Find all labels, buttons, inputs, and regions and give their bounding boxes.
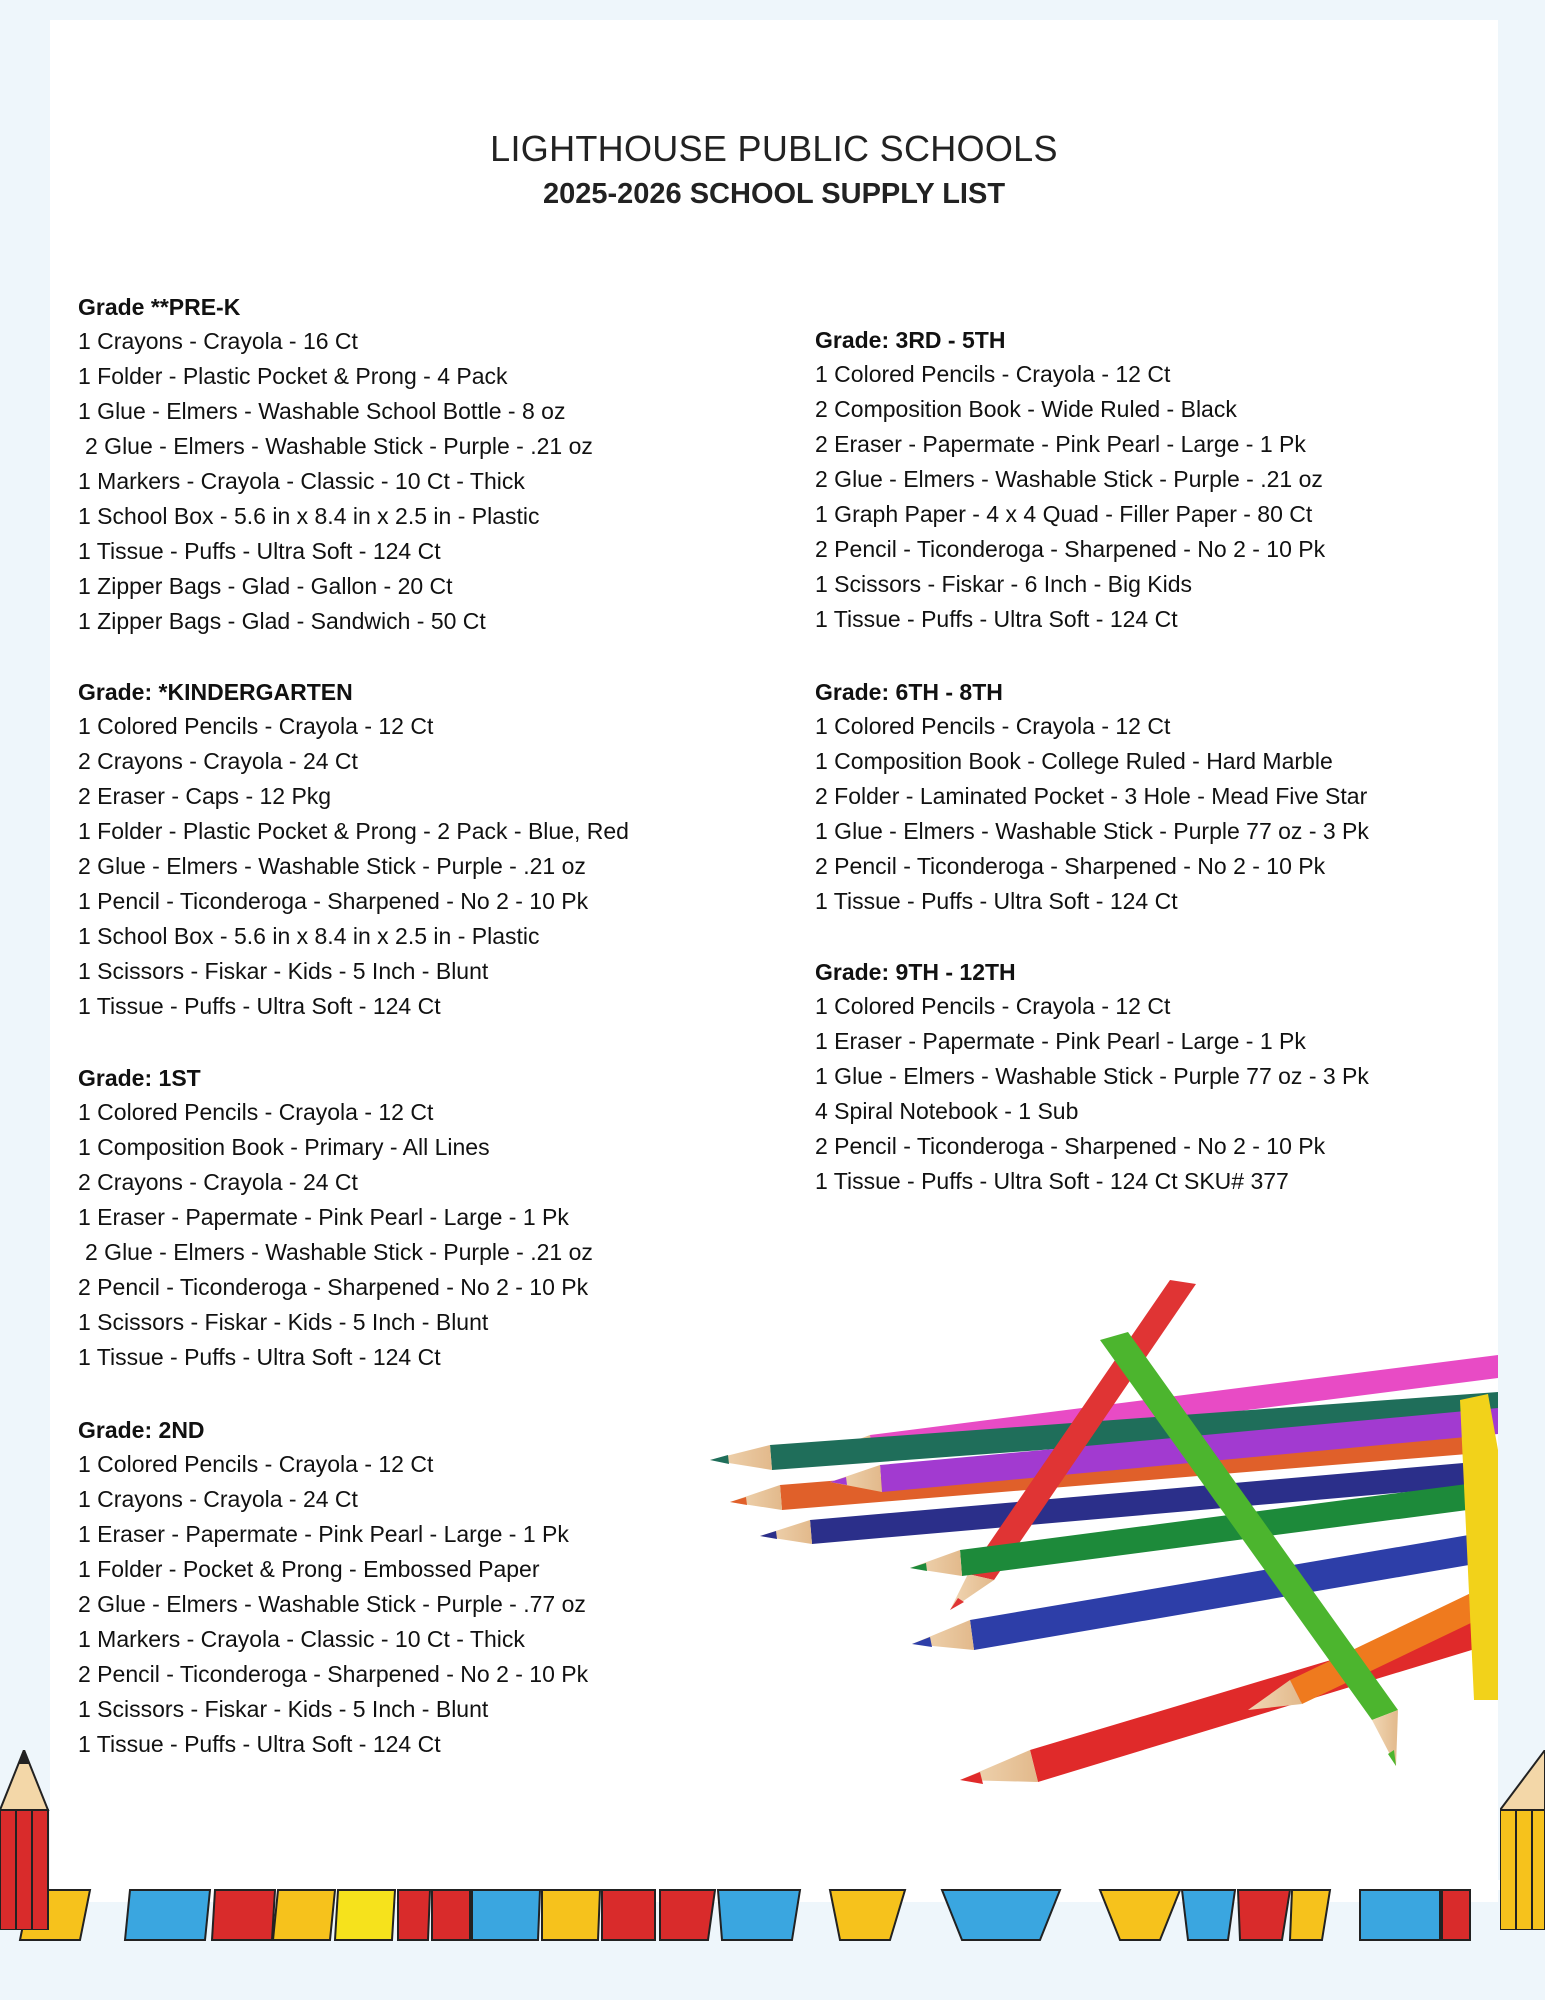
supply-item: 1 Tissue - Puffs - Ultra Soft - 124 Ct: [815, 606, 1178, 632]
supply-item: 4 Spiral Notebook - 1 Sub: [815, 1098, 1079, 1124]
supply-list: [78, 709, 629, 1024]
supply-item: 2 Pencil - Ticonderoga - Sharpened - No 2 - 10 Pk: [815, 853, 1326, 879]
grade-section-3rd-5th: [815, 323, 1325, 637]
supply-item: 2 Pencil - Ticonderoga - Sharpened - No 2 - 10 Pk: [78, 1661, 589, 1687]
supply-item: 1 Scissors - Fiskar - Kids - 5 Inch - Blunt: [78, 958, 489, 984]
supply-item: 2 Crayons - Crayola - 24 Ct: [78, 748, 358, 774]
supply-list: [78, 1095, 593, 1375]
supply-list: [815, 357, 1325, 637]
supply-item: 1 Scissors - Fiskar - 6 Inch - Big Kids: [815, 571, 1193, 597]
corner-pencil-right: [1500, 1750, 1545, 1930]
grade-heading: Grade: *KINDERGARTEN: [78, 679, 353, 705]
grade-heading: Grade: 3RD - 5TH: [815, 327, 1006, 353]
supply-item: 1 Crayons - Crayola - 24 Ct: [78, 1486, 358, 1512]
supply-item: 1 Eraser - Papermate - Pink Pearl - Large - 1 Pk: [78, 1521, 569, 1547]
supply-item: 2 Folder - Laminated Pocket - 3 Hole - Mead Five Star: [815, 783, 1368, 809]
supply-item: 1 Folder - Plastic Pocket & Prong - 2 Pack - Blue, Red: [78, 818, 629, 844]
grade-heading: Grade: 1ST: [78, 1065, 201, 1091]
supply-item: 1 School Box - 5.6 in x 8.4 in x 2.5 in - Plastic: [78, 503, 540, 529]
list-title: 2025-2026 SCHOOL SUPPLY LIST: [542, 178, 1006, 210]
supply-item: 1 Composition Book - Primary - All Lines: [78, 1134, 490, 1160]
grade-section-1st: [78, 1061, 593, 1375]
supply-item: 1 Folder - Pocket & Prong - Embossed Paper: [78, 1556, 540, 1582]
pencil-border-strip: [0, 1880, 1545, 2000]
supply-item: 1 Tissue - Puffs - Ultra Soft - 124 Ct: [78, 538, 441, 564]
grade-section-6th-8th: [815, 675, 1369, 919]
supply-item: 2 Eraser - Papermate - Pink Pearl - Large - 1 Pk: [815, 431, 1306, 457]
supply-item: 1 Colored Pencils - Crayola - 12 Ct: [815, 713, 1171, 739]
grade-heading: Grade: 6TH - 8TH: [815, 679, 1003, 705]
supply-item: 2 Pencil - Ticonderoga - Sharpened - No 2 - 10 Pk: [815, 1133, 1326, 1159]
supply-item: 1 Crayons - Crayola - 16 Ct: [78, 328, 358, 354]
supply-list: [78, 324, 593, 639]
supply-item: 1 Scissors - Fiskar - Kids - 5 Inch - Blunt: [78, 1696, 489, 1722]
supply-list: [815, 709, 1369, 919]
supply-item: 2 Pencil - Ticonderoga - Sharpened - No 2 - 10 Pk: [78, 1274, 589, 1300]
supply-item: 1 Colored Pencils - Crayola - 12 Ct: [78, 713, 434, 739]
supply-item: 1 Markers - Crayola - Classic - 10 Ct - Thick: [78, 468, 525, 494]
grade-heading: Grade: 9TH - 12TH: [815, 959, 1016, 985]
supply-item: 1 Tissue - Puffs - Ultra Soft - 124 Ct: [78, 1344, 441, 1370]
supply-item: 1 Colored Pencils - Crayola - 12 Ct: [815, 361, 1171, 387]
supply-item: 1 Eraser - Papermate - Pink Pearl - Large - 1 Pk: [78, 1204, 569, 1230]
grade-heading: Grade **PRE-K: [78, 294, 241, 320]
border-pencils: [0, 1880, 1545, 1940]
supply-item: 1 Graph Paper - 4 x 4 Quad - Filler Paper - 80 Ct: [815, 501, 1313, 527]
supply-list-page: [50, 20, 1498, 1902]
supply-item: 2 Glue - Elmers - Washable Stick - Purple - .21 oz: [85, 1239, 593, 1265]
supply-item: 1 Zipper Bags - Glad - Gallon - 20 Ct: [78, 573, 453, 599]
supply-item: 2 Pencil - Ticonderoga - Sharpened - No 2 - 10 Pk: [815, 536, 1326, 562]
supply-item: 1 Pencil - Ticonderoga - Sharpened - No 2 - 10 Pk: [78, 888, 589, 914]
supply-item: 1 Zipper Bags - Glad - Sandwich - 50 Ct: [78, 608, 486, 634]
supply-item: 1 Glue - Elmers - Washable Stick - Purple 77 oz - 3 Pk: [815, 818, 1369, 844]
supply-item: 1 Tissue - Puffs - Ultra Soft - 124 Ct: [78, 1731, 441, 1757]
supply-item: 1 Tissue - Puffs - Ultra Soft - 124 Ct: [815, 888, 1178, 914]
supply-item: 1 Folder - Plastic Pocket & Prong - 4 Pack: [78, 363, 508, 389]
supply-list: [815, 989, 1369, 1199]
supply-item: 2 Glue - Elmers - Washable Stick - Purple - .21 oz: [78, 853, 586, 879]
grade-section-2nd: [78, 1413, 588, 1762]
supply-item: 1 Colored Pencils - Crayola - 12 Ct: [78, 1099, 434, 1125]
supply-item: 2 Glue - Elmers - Washable Stick - Purple - .21 oz: [85, 433, 593, 459]
supply-item: 1 Colored Pencils - Crayola - 12 Ct: [815, 993, 1171, 1019]
supply-item: 2 Composition Book - Wide Ruled - Black: [815, 396, 1237, 422]
grade-heading: Grade: 2ND: [78, 1417, 205, 1443]
supply-item: 1 Composition Book - College Ruled - Hard Marble: [815, 748, 1333, 774]
supply-list: [78, 1447, 588, 1762]
grade-section-9th-12th: [815, 955, 1369, 1199]
supply-item: 2 Glue - Elmers - Washable Stick - Purple - .77 oz: [78, 1591, 586, 1617]
district-name: LIGHTHOUSE PUBLIC SCHOOLS: [490, 128, 1058, 169]
supply-item: 1 Glue - Elmers - Washable Stick - Purple 77 oz - 3 Pk: [815, 1063, 1369, 1089]
supply-item: 1 Scissors - Fiskar - Kids - 5 Inch - Blunt: [78, 1309, 489, 1335]
supply-item: 2 Glue - Elmers - Washable Stick - Purple - .21 oz: [815, 466, 1323, 492]
supply-item: 1 Tissue - Puffs - Ultra Soft - 124 Ct: [78, 993, 441, 1019]
supply-item: 1 Markers - Crayola - Classic - 10 Ct - Thick: [78, 1626, 525, 1652]
corner-pencil-left: [0, 1750, 50, 1930]
supply-item: 2 Crayons - Crayola - 24 Ct: [78, 1169, 358, 1195]
grade-section-kindergarten: [78, 675, 629, 1024]
supply-item: 1 Colored Pencils - Crayola - 12 Ct: [78, 1451, 434, 1477]
supply-item: 2 Eraser - Caps - 12 Pkg: [78, 783, 332, 809]
colored-pencils-photo: [650, 1280, 1498, 1830]
supply-item: 1 School Box - 5.6 in x 8.4 in x 2.5 in - Plastic: [78, 923, 540, 949]
supply-item: 1 Eraser - Papermate - Pink Pearl - Large - 1 Pk: [815, 1028, 1306, 1054]
supply-item: 1 Glue - Elmers - Washable School Bottle - 8 oz: [78, 398, 566, 424]
grade-section-pre-k: [78, 290, 593, 639]
supply-item: 1 Tissue - Puffs - Ultra Soft - 124 Ct SKU# 377: [815, 1168, 1289, 1194]
